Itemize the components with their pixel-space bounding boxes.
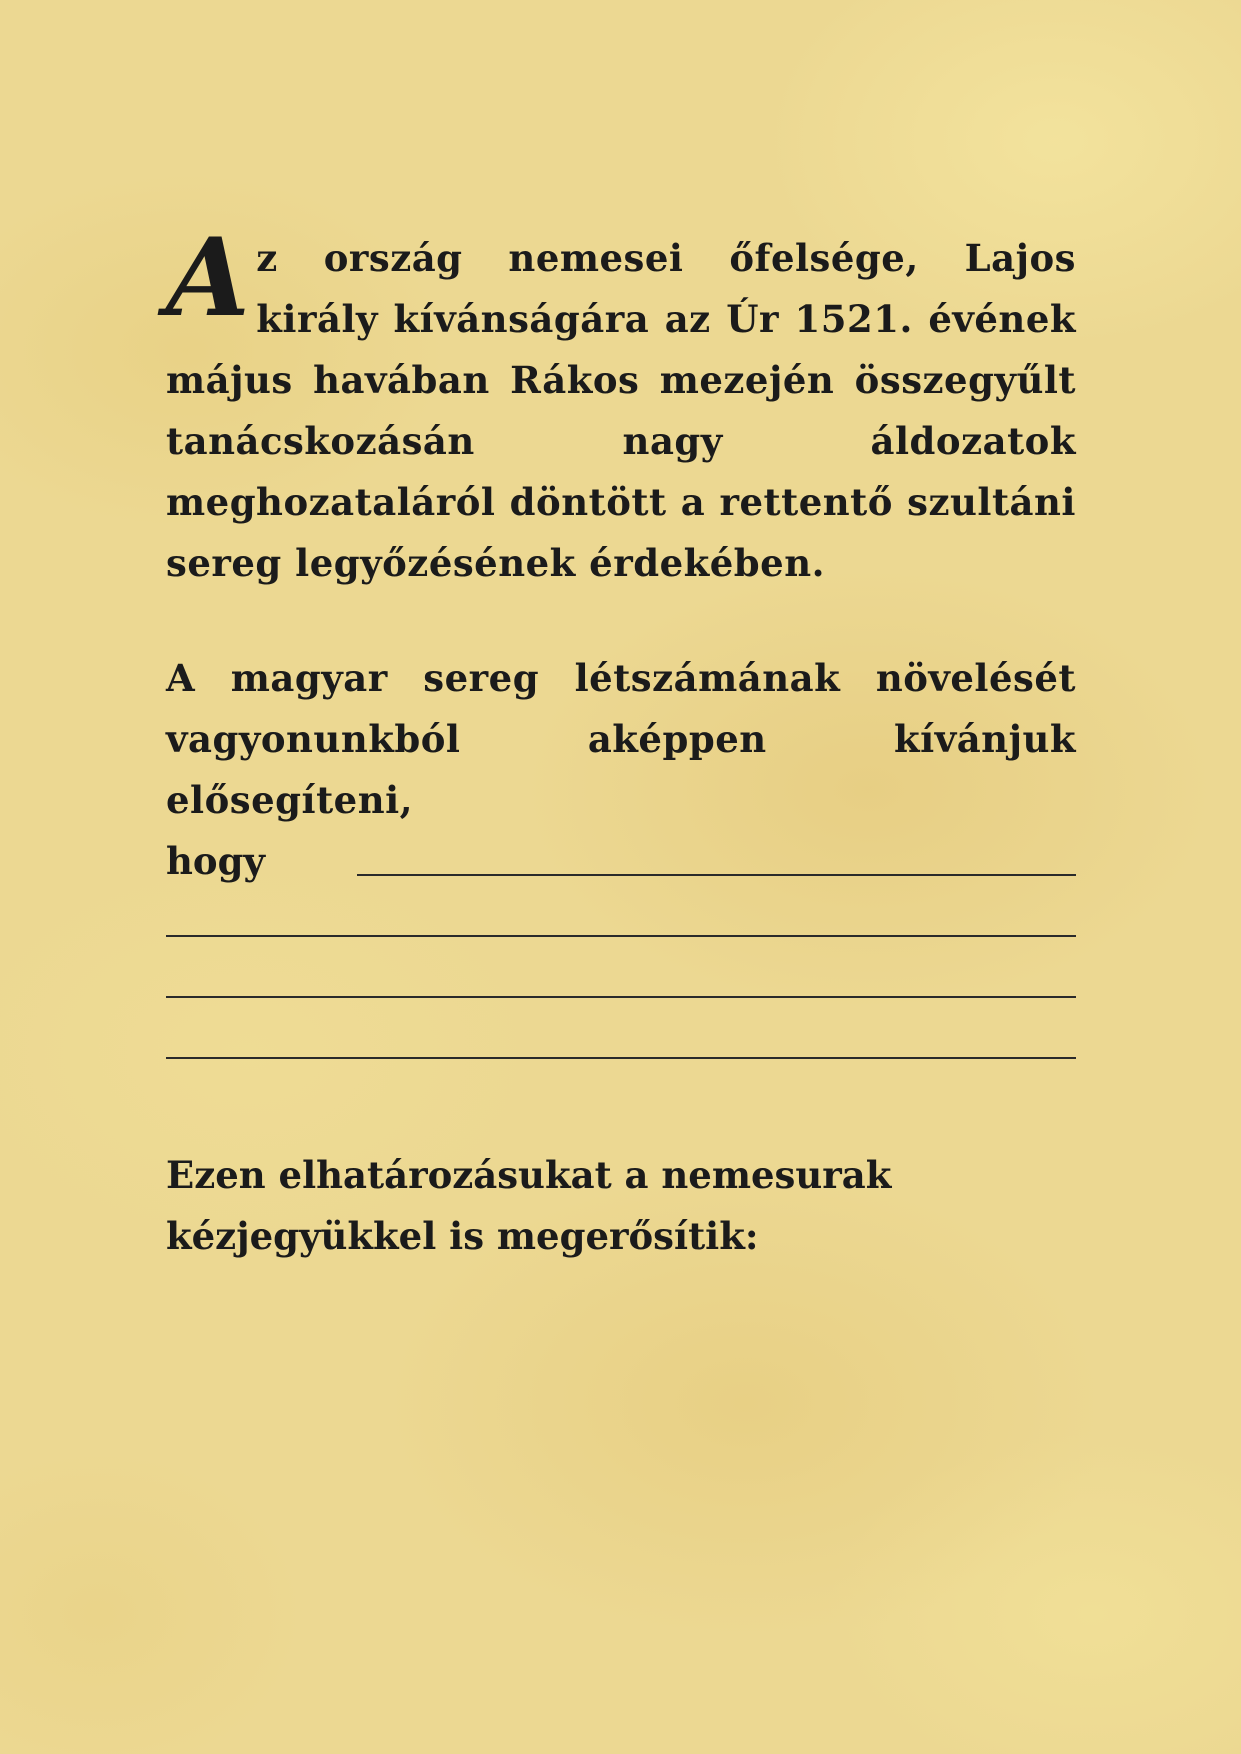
closing-line-2: kézjegyükkel is megerősítik: — [166, 1214, 759, 1258]
document-body — [166, 215, 1076, 1267]
pledge-fill-line[interactable] — [166, 831, 1076, 892]
fill-in-rule[interactable] — [166, 1057, 1076, 1059]
blank-line[interactable] — [166, 1014, 1076, 1075]
drop-cap: A — [166, 215, 251, 341]
closing-line-1: Ezen elhatározásukat a nemesurak — [166, 1153, 892, 1197]
closing-paragraph — [166, 1145, 1076, 1267]
pledge-text: A magyar sereg létszámának növelését vagyonunkból aképpen kívánjuk elősegíteni, — [166, 656, 1076, 822]
pledge-paragraph — [166, 648, 1076, 831]
pledge-fill-label: hogy — [166, 839, 265, 883]
fill-in-rule[interactable] — [166, 996, 1076, 998]
fill-in-rule[interactable] — [357, 874, 1076, 876]
paragraph-spacer — [166, 594, 1076, 648]
blank-line[interactable] — [166, 953, 1076, 1014]
fill-in-rule[interactable] — [166, 935, 1076, 937]
blank-line[interactable] — [166, 892, 1076, 953]
intro-text: z ország nemesei őfelsége, Lajos király kívánságára az Úr 1521. évének május havában Rákos mezején összegyűlt tanácskozásán nagy áldozatok meghozataláról döntött a rettentő szultáni sereg legyőzésének érdekében. — [166, 236, 1076, 585]
intro-paragraph — [166, 215, 1076, 594]
